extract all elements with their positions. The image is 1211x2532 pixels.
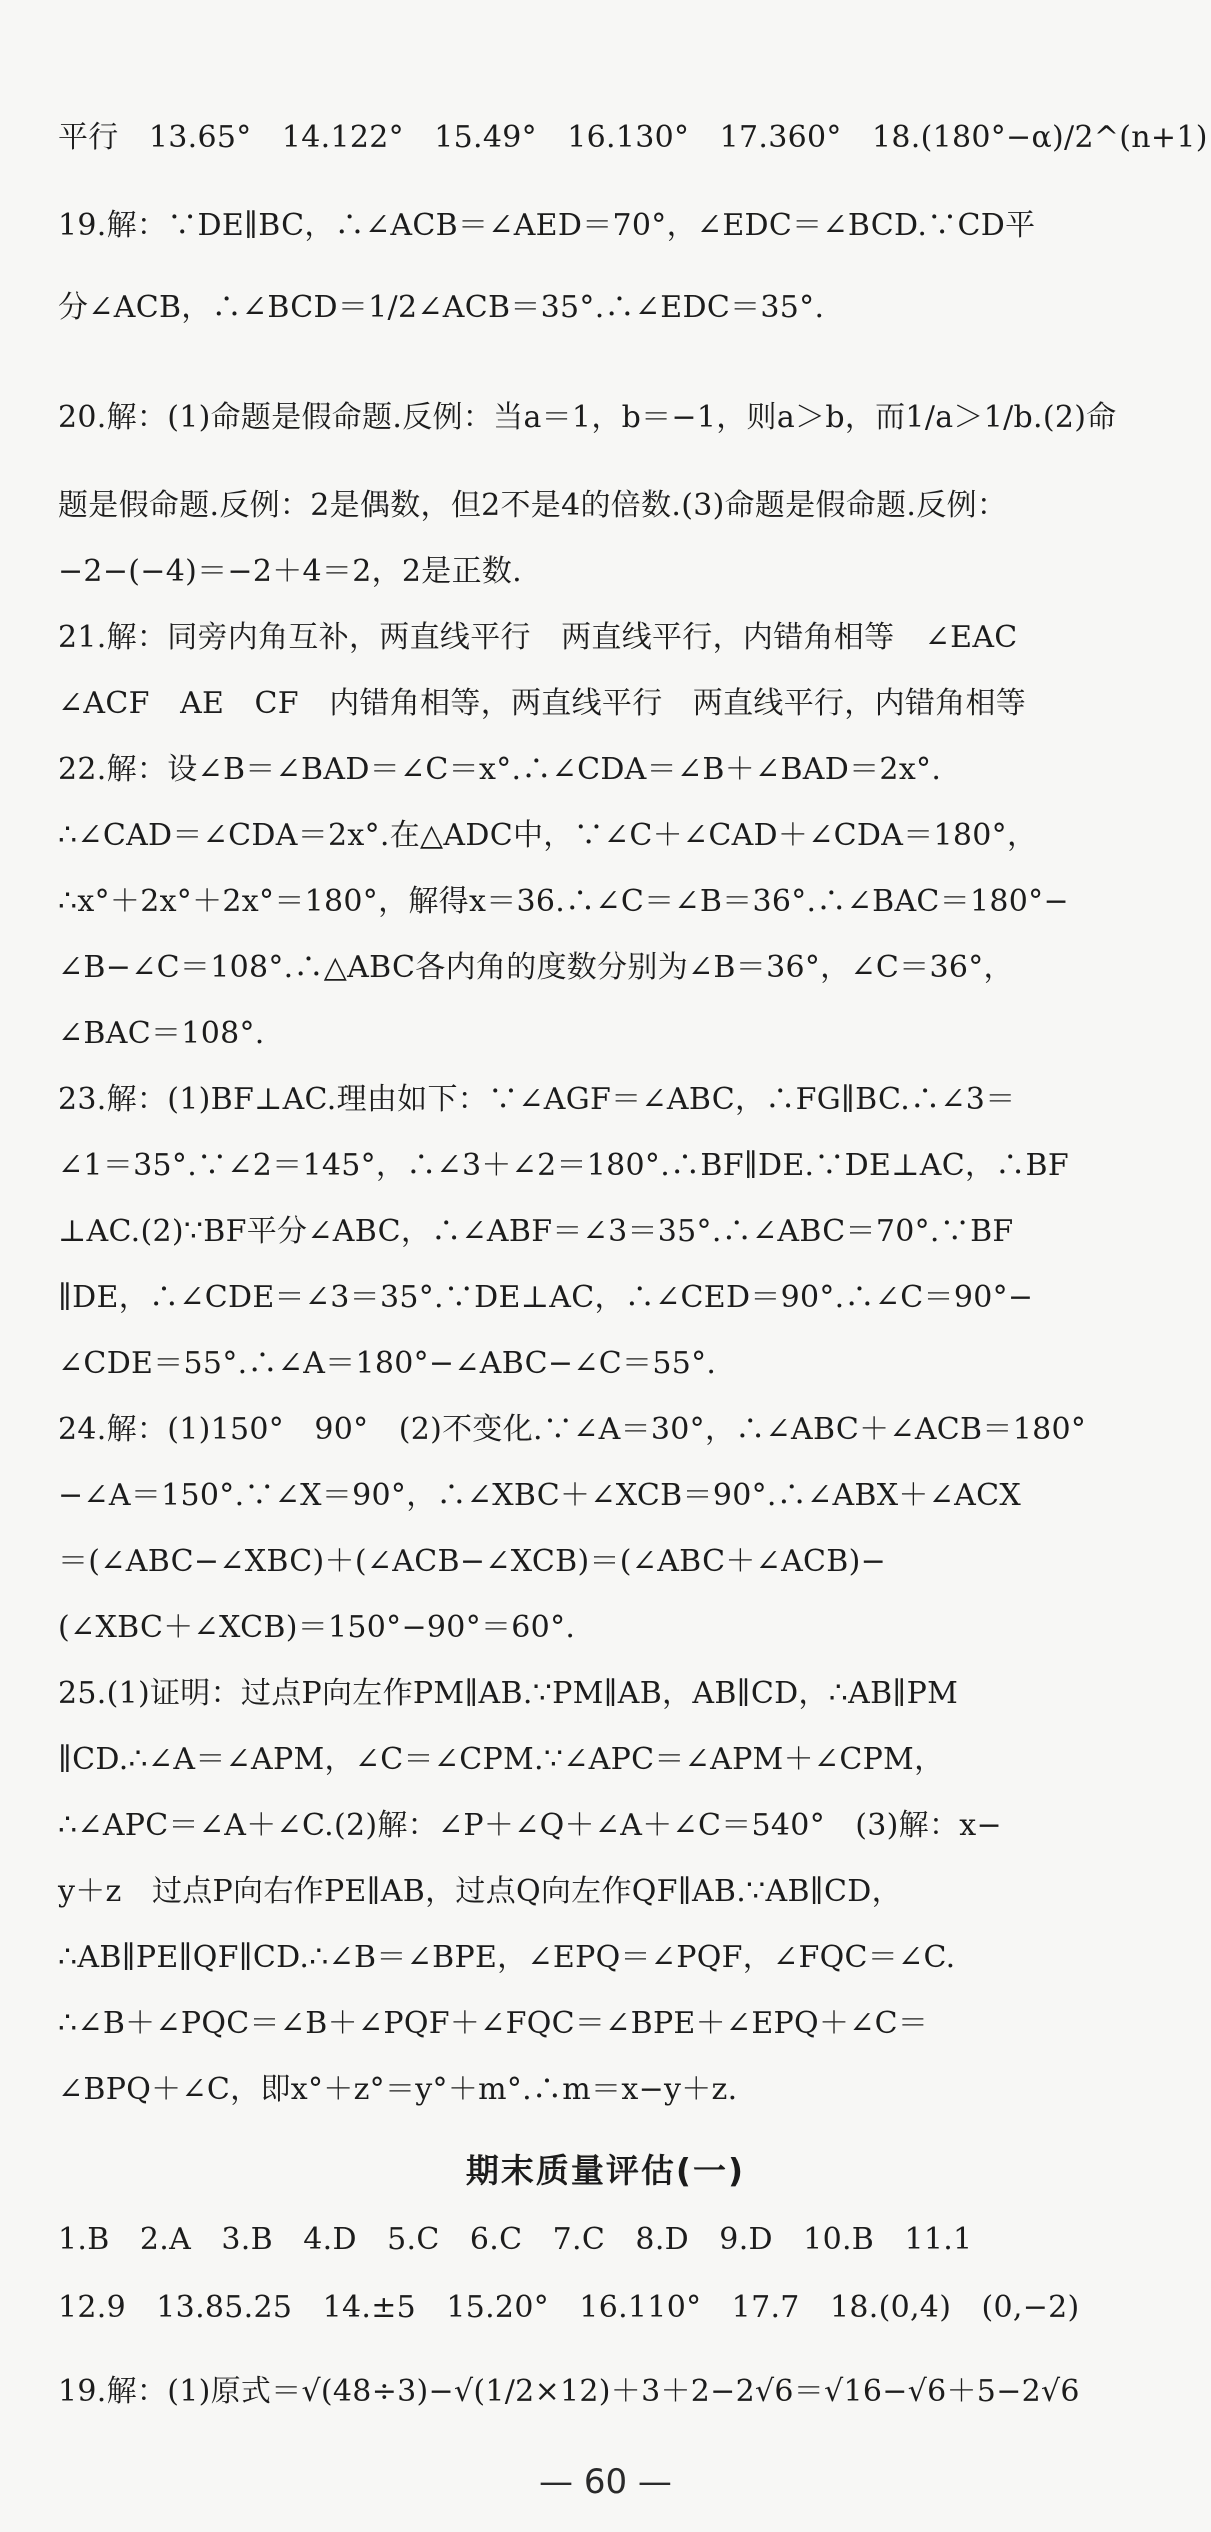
- text-line: ∠CDE＝55°.∴∠A＝180°−∠ABC−∠C＝55°.: [58, 1346, 717, 1381]
- text-line: 25.(1)证明：过点P向左作PM∥AB.∵PM∥AB，AB∥CD，∴AB∥PM: [58, 1676, 959, 1711]
- text-line: 21.解：同旁内角互补，两直线平行 两直线平行，内错角相等 ∠EAC: [58, 620, 1018, 655]
- text-line: ∥CD.∴∠A＝∠APM，∠C＝∠CPM.∵∠APC＝∠APM＋∠CPM，: [58, 1742, 945, 1777]
- text-line: 20.解：(1)命题是假命题.反例：当a＝1，b＝−1，则a＞b，而1/a＞1/b.(2)命: [58, 400, 1117, 435]
- text-line: ∠1＝35°.∵∠2＝145°，∴∠3＋∠2＝180°.∴BF∥DE.∵DE⊥AC，∴BF: [58, 1148, 1070, 1183]
- text-line: ⊥AC.(2)∵BF平分∠ABC，∴∠ABF＝∠3＝35°.∴∠ABC＝70°.∵BF: [58, 1214, 1014, 1249]
- text-line: ∠ACF AE CF 内错角相等，两直线平行 两直线平行，内错角相等: [58, 686, 1027, 721]
- text-line: 1.B 2.A 3.B 4.D 5.C 6.C 7.C 8.D 9.D 10.B 11.1: [58, 2222, 973, 2257]
- text-line: 12.9 13.85.25 14.±5 15.20° 16.110° 17.7 18.(0,4) (0,−2): [58, 2290, 1080, 2325]
- text-line: −∠A＝150°.∵∠X＝90°，∴∠XBC＋∠XCB＝90°.∴∠ABX＋∠ACX: [58, 1478, 1022, 1513]
- text-line: ∴x°＋2x°＋2x°＝180°，解得x＝36.∴∠C＝∠B＝36°.∴∠BAC＝180°−: [58, 884, 1069, 919]
- text-line: ∴∠APC＝∠A＋∠C.(2)解：∠P＋∠Q＋∠A＋∠C＝540° (3)解：x−: [58, 1808, 1002, 1843]
- text-line: ∴AB∥PE∥QF∥CD.∴∠B＝∠BPE，∠EPQ＝∠PQF，∠FQC＝∠C.: [58, 1940, 956, 1975]
- section-title: 期末质量评估(一): [465, 2151, 746, 2190]
- text-line: 平行 13.65° 14.122° 15.49° 16.130° 17.360° 18.(180°−α)/2^(n+1): [58, 120, 1208, 155]
- text-line: 19.解：∵DE∥BC，∴∠ACB＝∠AED＝70°，∠EDC＝∠BCD.∵CD平: [58, 208, 1036, 243]
- text-line: 19.解：(1)原式＝√(48÷3)−√(1/2×12)＋3＋2−2√6＝√16−√6＋5−2√6: [58, 2374, 1080, 2409]
- text-line: 22.解：设∠B＝∠BAD＝∠C＝x°.∴∠CDA＝∠B＋∠BAD＝2x°.: [58, 752, 942, 787]
- text-line: −2−(−4)＝−2＋4＝2，2是正数.: [58, 554, 523, 589]
- text-line: 题是假命题.反例：2是偶数，但2不是4的倍数.(3)命题是假命题.反例：: [58, 488, 1008, 523]
- text-line: 分∠ACB，∴∠BCD＝1/2∠ACB＝35°.∴∠EDC＝35°.: [58, 290, 825, 325]
- text-line: ∠B−∠C＝108°.∴△ABC各内角的度数分别为∠B＝36°，∠C＝36°，: [58, 950, 1014, 985]
- text-line: ＝(∠ABC−∠XBC)＋(∠ACB−∠XCB)＝(∠ABC＋∠ACB)−: [58, 1544, 887, 1579]
- text-line: 23.解：(1)BF⊥AC.理由如下：∵∠AGF＝∠ABC，∴FG∥BC.∴∠3＝: [58, 1082, 1016, 1117]
- text-line: (∠XBC＋∠XCB)＝150°−90°＝60°.: [58, 1610, 576, 1645]
- text-line: ∠BPQ＋∠C，即x°＋z°＝y°＋m°.∴m＝x−y＋z.: [58, 2072, 738, 2107]
- text-line: ∠BAC＝108°.: [58, 1016, 265, 1051]
- text-line: ∥DE，∴∠CDE＝∠3＝35°.∵DE⊥AC，∴∠CED＝90°.∴∠C＝90°−: [58, 1280, 1034, 1315]
- page-number: — 60 —: [539, 2462, 672, 2502]
- text-line: ∴∠B＋∠PQC＝∠B＋∠PQF＋∠FQC＝∠BPE＋∠EPQ＋∠C＝: [58, 2006, 929, 2041]
- text-line: y＋z 过点P向右作PE∥AB，过点Q向左作QF∥AB.∵AB∥CD，: [58, 1874, 902, 1909]
- text-line: ∴∠CAD＝∠CDA＝2x°.在△ADC中，∵∠C＋∠CAD＋∠CDA＝180°，: [58, 818, 1038, 853]
- text-line: 24.解：(1)150° 90° (2)不变化.∵∠A＝30°，∴∠ABC＋∠ACB＝180°: [58, 1412, 1087, 1447]
